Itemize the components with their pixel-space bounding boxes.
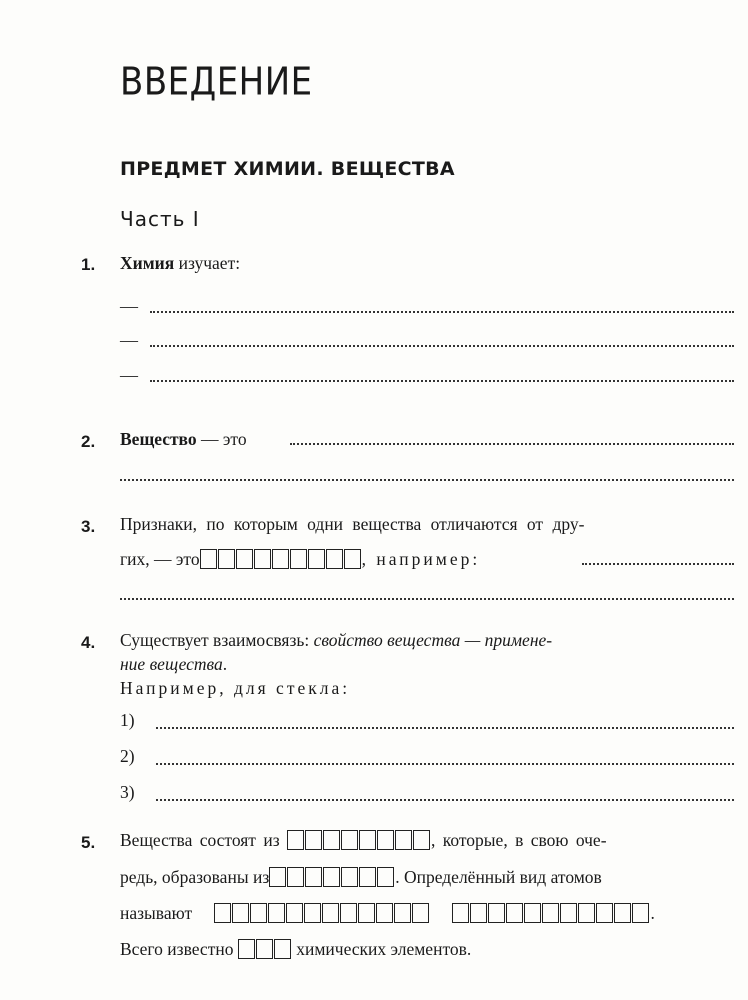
- letter-box[interactable]: [596, 903, 613, 923]
- question-1-text: изучает:: [174, 253, 241, 273]
- letter-box[interactable]: [308, 549, 325, 569]
- question-5-line-4: [120, 938, 471, 960]
- question-5-line-2-suffix: . Определённый вид атомов: [395, 867, 602, 887]
- chapter-title: ВВЕДЕНИЕ: [120, 60, 313, 105]
- answer-dash-1: —: [120, 296, 138, 316]
- question-2-term: Вещество: [120, 429, 197, 449]
- letter-box[interactable]: [614, 903, 631, 923]
- letter-box[interactable]: [395, 830, 412, 850]
- letter-box[interactable]: [452, 903, 469, 923]
- answer-item-1-label: 1): [120, 710, 135, 730]
- letter-box[interactable]: [376, 903, 393, 923]
- letter-box[interactable]: [632, 903, 649, 923]
- letter-box[interactable]: [344, 549, 361, 569]
- question-3-line-1: Признаки, по которым одни вещества отличаются от дру-: [120, 514, 585, 534]
- letter-box[interactable]: [256, 939, 273, 959]
- question-5-number: 5.: [81, 833, 96, 852]
- letter-box[interactable]: [305, 867, 322, 887]
- letter-box[interactable]: [377, 867, 394, 887]
- question-1-term: Химия: [120, 253, 175, 273]
- question-4-line-1-prefix: Существует взаимосвязь:: [120, 630, 314, 650]
- answer-boxes-5-2[interactable]: [269, 867, 395, 887]
- letter-box[interactable]: [359, 830, 376, 850]
- letter-box[interactable]: [305, 830, 322, 850]
- letter-box[interactable]: [218, 549, 235, 569]
- answer-line-1-3[interactable]: [150, 380, 734, 382]
- answer-line-4-3[interactable]: [156, 799, 734, 801]
- answer-line-3-1[interactable]: [582, 563, 734, 565]
- letter-box[interactable]: [578, 903, 595, 923]
- letter-box[interactable]: [542, 903, 559, 923]
- answer-dash-2: —: [120, 330, 138, 350]
- letter-box[interactable]: [250, 903, 267, 923]
- letter-box[interactable]: [274, 939, 291, 959]
- question-4-line-1-italic: свойство вещества — примене-: [313, 630, 553, 650]
- letter-box[interactable]: [524, 903, 541, 923]
- letter-box[interactable]: [287, 867, 304, 887]
- answer-item-2-label: 2): [120, 746, 135, 766]
- question-5-line-4-prefix: Всего известно: [120, 939, 234, 959]
- answer-dash-3: —: [120, 365, 138, 385]
- question-4-line-3: Например, для стекла:: [120, 678, 351, 698]
- letter-box[interactable]: [268, 903, 285, 923]
- letter-box[interactable]: [322, 903, 339, 923]
- letter-box[interactable]: [287, 830, 304, 850]
- question-3-line-2-prefix: гих, — это: [120, 549, 200, 569]
- letter-box[interactable]: [358, 903, 375, 923]
- question-3-line-2: [120, 548, 480, 570]
- letter-box[interactable]: [290, 549, 307, 569]
- question-5-line-1-suffix: , которые, в свою оче-: [431, 830, 607, 850]
- question-5-line-3: [120, 902, 655, 924]
- letter-box[interactable]: [394, 903, 411, 923]
- letter-box[interactable]: [269, 867, 286, 887]
- question-4-line-1: [120, 629, 552, 651]
- letter-box[interactable]: [304, 903, 321, 923]
- question-5-line-2: [120, 866, 602, 888]
- letter-box[interactable]: [286, 903, 303, 923]
- question-5-line-3-prefix: называют: [120, 903, 193, 923]
- answer-boxes-5-3a[interactable]: [214, 903, 430, 923]
- question-5-line-3-suffix: .: [650, 903, 655, 923]
- answer-boxes-5-3b[interactable]: [452, 903, 650, 923]
- question-5-line-4-suffix: химических элементов.: [296, 939, 472, 959]
- letter-box[interactable]: [488, 903, 505, 923]
- question-2-text: — это: [196, 429, 247, 449]
- question-4-line-2: [120, 653, 227, 675]
- letter-box[interactable]: [506, 903, 523, 923]
- section-title: ПРЕДМЕТ ХИМИИ. ВЕЩЕСТВА: [120, 158, 455, 180]
- letter-box[interactable]: [200, 549, 217, 569]
- letter-box[interactable]: [412, 903, 429, 923]
- question-1-prompt: [120, 252, 240, 274]
- answer-line-2-1[interactable]: [290, 443, 734, 445]
- letter-box[interactable]: [413, 830, 430, 850]
- letter-box[interactable]: [214, 903, 231, 923]
- question-4-number: 4.: [81, 633, 96, 652]
- letter-box[interactable]: [560, 903, 577, 923]
- question-5-line-2-prefix: редь, образованы из: [120, 867, 270, 887]
- question-1-number: 1.: [81, 255, 96, 274]
- letter-box[interactable]: [323, 830, 340, 850]
- answer-boxes-5-4[interactable]: [238, 939, 292, 959]
- question-5-line-1: [120, 829, 607, 851]
- letter-box[interactable]: [272, 549, 289, 569]
- letter-box[interactable]: [326, 549, 343, 569]
- answer-line-4-1[interactable]: [156, 727, 734, 729]
- letter-box[interactable]: [377, 830, 394, 850]
- letter-box[interactable]: [254, 549, 271, 569]
- answer-line-1-1[interactable]: [150, 311, 734, 313]
- question-3-line-2-suffix: , например:: [361, 549, 481, 569]
- question-4-line-2-end: .: [222, 654, 228, 674]
- letter-box[interactable]: [341, 867, 358, 887]
- letter-box[interactable]: [341, 830, 358, 850]
- answer-line-3-2[interactable]: [120, 598, 734, 600]
- letter-box[interactable]: [359, 867, 376, 887]
- letter-box[interactable]: [340, 903, 357, 923]
- part-title: Часть I: [120, 207, 200, 231]
- question-2-number: 2.: [81, 432, 96, 451]
- letter-box[interactable]: [232, 903, 249, 923]
- letter-box[interactable]: [470, 903, 487, 923]
- question-3-number: 3.: [81, 517, 96, 536]
- answer-line-2-2[interactable]: [120, 479, 734, 481]
- letter-box[interactable]: [238, 939, 255, 959]
- answer-line-1-2[interactable]: [150, 345, 734, 347]
- letter-box[interactable]: [236, 549, 253, 569]
- answer-line-4-2[interactable]: [156, 763, 734, 765]
- answer-boxes-5-1[interactable]: [287, 830, 431, 850]
- question-5-line-1-prefix: Вещества состоят из: [120, 830, 280, 850]
- letter-box[interactable]: [323, 867, 340, 887]
- question-4-line-2-italic: ние вещества: [120, 654, 223, 674]
- question-2-prompt: [120, 428, 247, 450]
- answer-item-3-label: 3): [120, 782, 135, 802]
- answer-boxes-3[interactable]: [200, 549, 362, 569]
